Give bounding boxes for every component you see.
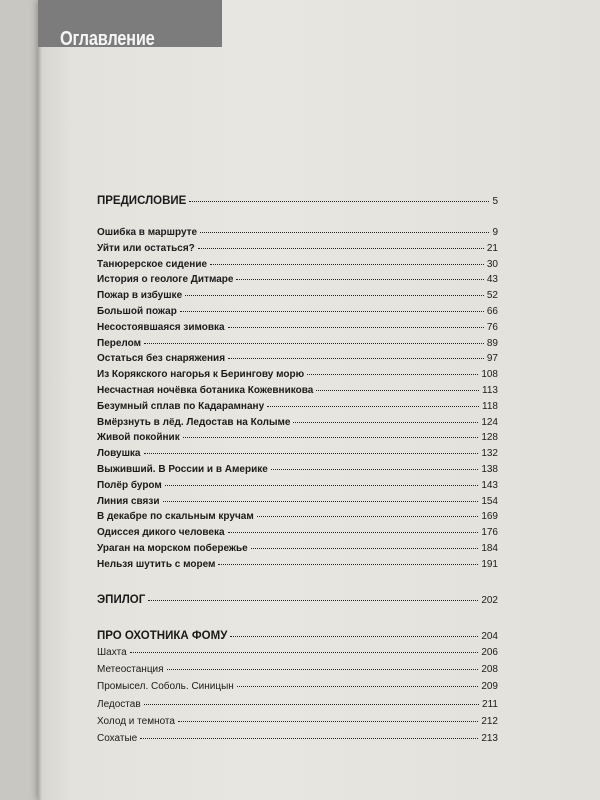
toc-entry [97,543,498,554]
toc-entry [97,432,498,443]
dot-leader [144,704,479,705]
toc-entry-page: 213 [481,733,498,744]
toc-entry-title: Танюрерское сидение [97,259,208,270]
toc-entry-page: 143 [481,480,498,491]
toc-entry-title: Живой покойник [97,432,180,443]
toc-section-title: ПРО ОХОТНИКА ФОМУ [97,630,228,642]
dot-leader [307,374,478,375]
dot-leader [189,201,489,202]
toc-entry-page: 154 [481,496,498,507]
toc-entry [97,496,498,507]
dot-leader [163,501,479,502]
toc-entry [97,290,498,301]
toc-entry-page: 191 [481,559,498,570]
dot-leader [228,532,479,533]
toc-entry [97,227,498,238]
toc-entry [97,322,498,333]
toc-section [97,630,498,642]
toc-section-page: 5 [492,196,498,207]
toc-entry-page: 30 [486,259,498,270]
toc-entry [97,733,498,744]
toc-entry-page: 108 [481,369,498,380]
dot-leader [165,485,479,486]
toc-entry-page: 9 [492,227,498,238]
toc-entry-page: 184 [481,543,498,554]
toc-entry-title: Одиссея дикого человека [97,527,225,538]
toc-entry-title: Сохатые [97,733,138,744]
toc-entry [97,664,498,675]
toc-entry-title: Ледостав [97,699,141,710]
toc-entry-page: 209 [481,681,498,692]
dot-leader [178,721,478,722]
page-title: Оглавление [60,28,155,50]
dot-leader [271,469,479,470]
toc-entry [97,306,498,317]
toc-section-page: 204 [481,631,498,642]
toc-entry [97,417,498,428]
toc-entry-page: 118 [482,401,498,412]
toc-entry [97,681,498,692]
dot-leader [183,437,479,438]
toc-entry-title: Перелом [97,338,142,349]
dot-leader [218,564,478,565]
dot-leader [198,248,484,249]
toc-entry [97,464,498,475]
toc-entry-title: Ошибка в маршруте [97,227,198,238]
toc-entry-page: 206 [481,647,498,658]
toc-entry-title: Полёр буром [97,480,162,491]
dot-leader [293,422,478,423]
toc-entry-title: Пожар в избушке [97,290,183,301]
toc-entry-page: 169 [481,511,498,522]
toc-entry-page: 43 [486,274,498,285]
toc-entry-title: Ловушка [97,448,141,459]
dot-leader [210,264,484,265]
toc-entry-page: 21 [486,243,498,254]
toc-entry-page: 132 [481,448,498,459]
toc-entry [97,353,498,364]
toc-entry-title: Из Корякского нагорья к Берингову морю [97,369,305,380]
toc-entry-title: В декабре по скальным кручам [97,511,254,522]
toc-entry-title: Безумный сплав по Кадарамнану [97,401,265,412]
toc-entry-title: Нельзя шутить с морем [97,559,216,570]
dot-leader [267,406,479,407]
toc-entry-title: Остаться без снаряжения [97,353,226,364]
dot-leader [200,232,489,233]
toc-entry-page: 211 [482,699,498,710]
toc-entry [97,559,498,570]
dot-leader [130,652,479,653]
dot-leader [144,453,479,454]
toc-entry-title: Промысел. Соболь. Синицын [97,681,234,692]
toc-entry-title: Вмёрзнуть в лёд. Ледостав на Колыме [97,417,291,428]
toc-entry [97,369,498,380]
toc-entry-title: Линия связи [97,496,160,507]
toc-entry [97,385,498,396]
toc-section [97,195,498,207]
toc-section-page: 202 [481,595,498,606]
toc-entry [97,527,498,538]
toc-section-title: ЭПИЛОГ [97,594,146,606]
toc-entry-page: 128 [481,432,498,443]
dot-leader [148,600,478,601]
toc-entry-title: Большой пожар [97,306,177,317]
dot-leader [140,738,478,739]
toc-entry [97,401,498,412]
toc-entry-title: Несостоявшаяся зимовка [97,322,225,333]
dot-leader [144,343,484,344]
toc-entry-title: Шахта [97,647,127,658]
dot-leader [236,279,483,280]
toc-entry-title: Ураган на морском побережье [97,543,248,554]
dot-leader [230,636,478,637]
dot-leader [251,548,479,549]
toc-entry [97,259,498,270]
toc-entry-page: 66 [486,306,498,317]
dot-leader [228,327,484,328]
toc-entry [97,480,498,491]
toc-entry-page: 89 [486,338,498,349]
toc-entry [97,243,498,254]
toc-entry-page: 52 [486,290,498,301]
toc-entry-title: Несчастная ночёвка ботаника Кожевникова [97,385,314,396]
toc-entry [97,647,498,658]
toc-entry-page: 97 [486,353,498,364]
toc-entry-page: 113 [482,385,498,396]
dot-leader [237,686,479,687]
toc-entry [97,274,498,285]
toc-entry-page: 176 [481,527,498,538]
dot-leader [185,295,484,296]
toc-entry-page: 208 [481,664,498,675]
toc-entry-page: 138 [481,464,498,475]
toc-entry-page: 212 [481,716,498,727]
toc-entry-page: 76 [486,322,498,333]
dot-leader [228,358,484,359]
toc-entry-title: История о геологе Дитмаре [97,274,234,285]
toc-entry-title: Метеостанция [97,664,164,675]
dot-leader [257,516,479,517]
toc-entry [97,511,498,522]
toc-entry-page: 124 [481,417,498,428]
toc-entry-title: Холод и темнота [97,716,175,727]
toc-entry [97,448,498,459]
dot-leader [180,311,484,312]
toc-entry [97,338,498,349]
dot-leader [167,669,479,670]
toc-entry-title: Уйти или остаться? [97,243,195,254]
dot-leader [316,390,479,391]
toc-entry [97,699,498,710]
toc-entry [97,716,498,727]
toc-section [97,594,498,606]
toc-entry-title: Выживший. В России и в Америке [97,464,268,475]
toc-section-title: ПРЕДИСЛОВИЕ [97,195,187,207]
